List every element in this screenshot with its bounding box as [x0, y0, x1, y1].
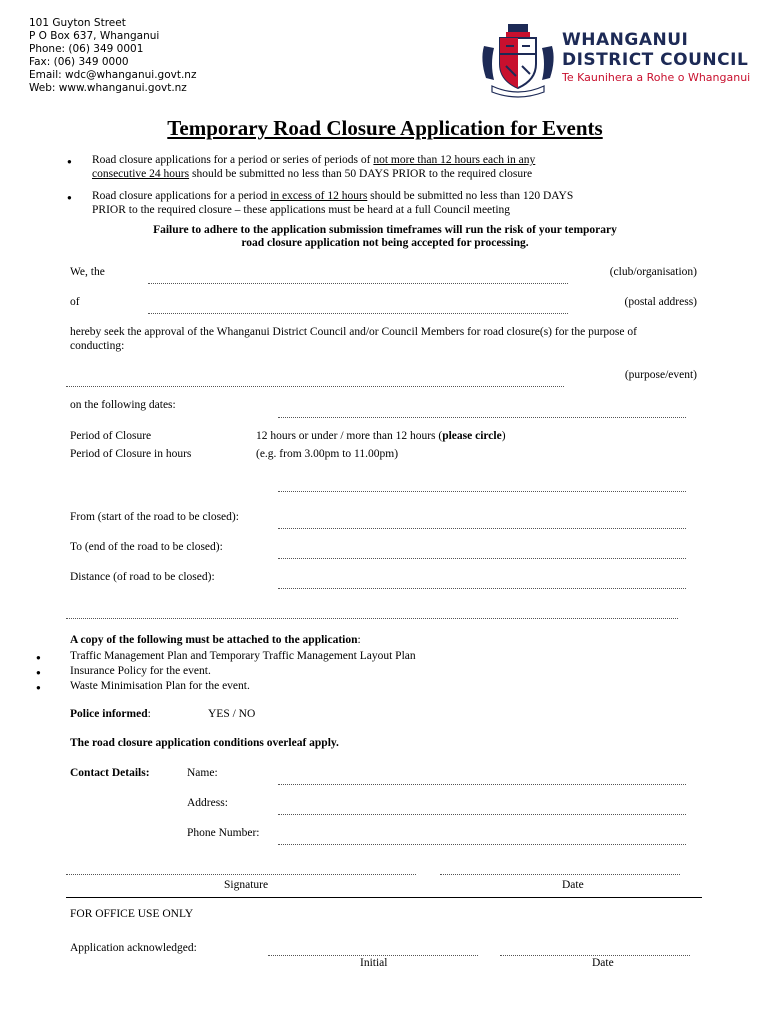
attachment-item: Traffic Management Plan and Temporary Traffic Management Layout Plan [70, 650, 416, 662]
from-label: From (start of the road to be closed): [70, 511, 239, 523]
bullet-icon: ● [36, 668, 41, 677]
bullet-icon: ● [67, 157, 72, 166]
rule-2-line1 [92, 190, 573, 202]
hereby-line2: conducting: [70, 340, 125, 352]
attachments-heading-text: A copy of the following must be attached to the application [70, 634, 358, 646]
attachments-heading [70, 634, 361, 646]
rule-1-underlined-a: not more than 12 hours each in any [373, 154, 536, 166]
from-field[interactable] [278, 528, 686, 529]
bullet-icon: ● [36, 683, 41, 692]
following-dates-label: on the following dates: [70, 399, 176, 411]
contact-address-field[interactable] [278, 814, 686, 815]
attachment-item: Insurance Policy for the event. [70, 665, 211, 677]
attachments-heading-colon: : [357, 634, 361, 646]
purpose-event-label: (purpose/event) [624, 369, 697, 381]
rule-1-post: should be submitted no less than 50 DAYS PRIOR to the required closure [189, 168, 533, 180]
contact-phone-field[interactable] [278, 844, 686, 845]
council-tagline: Te Kaunihera a Rohe o Whanganui [562, 71, 751, 84]
police-label-text: Police informed [70, 708, 148, 720]
postal-address-label: (postal address) [624, 296, 697, 308]
rule-1-underlined-b: consecutive 24 hours [92, 168, 190, 180]
period-label: Period of Closure [70, 430, 152, 442]
rule-2-post-a: should be submitted no less than 120 DAYS [367, 190, 574, 202]
council-name-line2: DISTRICT COUNCIL [562, 50, 749, 70]
period-value[interactable] [256, 430, 506, 442]
council-crest-logo [478, 20, 558, 100]
address-line-email: Email: wdc@whanganui.govt.nz [29, 69, 197, 81]
hereby-line1: hereby seek the approval of the Whanganui District Council and/or Council Members for road closure(s) for the purpose of [70, 326, 637, 338]
period-value-bold: please circle [442, 430, 502, 442]
conditions-note: The road closure application conditions overleaf apply. [70, 737, 339, 749]
contact-name-field[interactable] [278, 784, 686, 785]
of-label: of [70, 296, 80, 308]
office-date-label: Date [592, 957, 614, 969]
rule-1-line2 [92, 168, 532, 180]
period-hours-label: Period of Closure in hours [70, 448, 192, 460]
rule-2-line2: PRIOR to the required closure – these applications must be heard at a full Council meeting [92, 204, 511, 216]
signature-field[interactable] [66, 874, 416, 875]
extra-field[interactable] [66, 618, 678, 619]
rule-1-pre: Road closure applications for a period or series of periods of [92, 154, 374, 166]
postal-address-field[interactable] [148, 313, 568, 314]
we-the-label: We, the [70, 266, 105, 278]
police-yes-no[interactable]: YES / NO [208, 708, 256, 720]
contact-name-label: Name: [187, 767, 218, 779]
period-hours-example: (e.g. from 3.00pm to 11.00pm) [256, 448, 399, 460]
dates-field[interactable] [278, 417, 686, 418]
page-title: Temporary Road Closure Application for Events [167, 116, 603, 140]
police-informed-label [70, 708, 151, 720]
warning-line2: road closure application not being accepted for processing. [241, 237, 529, 249]
attachment-item: Waste Minimisation Plan for the event. [70, 680, 250, 692]
contact-phone-label: Phone Number: [187, 827, 260, 839]
club-org-label: (club/organisation) [609, 266, 697, 278]
signature-date-field[interactable] [440, 874, 680, 875]
address-line-web: Web: www.whanganui.govt.nz [29, 82, 187, 94]
distance-label: Distance (of road to be closed): [70, 571, 215, 583]
rule-1-line1 [92, 154, 535, 166]
application-acknowledged-label: Application acknowledged: [70, 942, 197, 954]
rule-2-underlined: in excess of 12 hours [270, 190, 368, 202]
address-line-pobox: P O Box 637, Whanganui [29, 30, 160, 42]
to-field[interactable] [278, 558, 686, 559]
warning-line1: Failure to adhere to the application submission timeframes will run the risk of your temporary [153, 224, 617, 236]
address-line-fax: Fax: (06) 349 0000 [29, 56, 129, 68]
signature-label: Signature [224, 879, 269, 891]
office-date-field[interactable] [500, 955, 690, 956]
office-initial-label: Initial [360, 957, 388, 969]
club-org-field[interactable] [148, 283, 568, 284]
period-value-post: ) [501, 430, 506, 442]
police-label-colon: : [147, 708, 151, 720]
bullet-icon: ● [67, 193, 72, 202]
rule-2-pre: Road closure applications for a period [92, 190, 271, 202]
contact-details-label: Contact Details: [70, 767, 150, 779]
to-label: To (end of the road to be closed): [70, 541, 223, 553]
office-initial-field[interactable] [268, 955, 478, 956]
address-line-phone: Phone: (06) 349 0001 [29, 43, 144, 55]
bullet-icon: ● [36, 653, 41, 662]
distance-field[interactable] [278, 588, 686, 589]
period-value-pre: 12 hours or under / more than 12 hours ( [256, 430, 443, 442]
purpose-event-field[interactable] [66, 386, 564, 387]
period-hours-field[interactable] [278, 491, 686, 492]
council-name-line1: WHANGANUI [562, 30, 689, 50]
address-line-street: 101 Guyton Street [29, 17, 126, 29]
contact-address-label: Address: [187, 797, 228, 809]
office-divider [66, 897, 702, 898]
signature-date-label: Date [562, 879, 584, 891]
office-use-heading: FOR OFFICE USE ONLY [70, 908, 194, 920]
